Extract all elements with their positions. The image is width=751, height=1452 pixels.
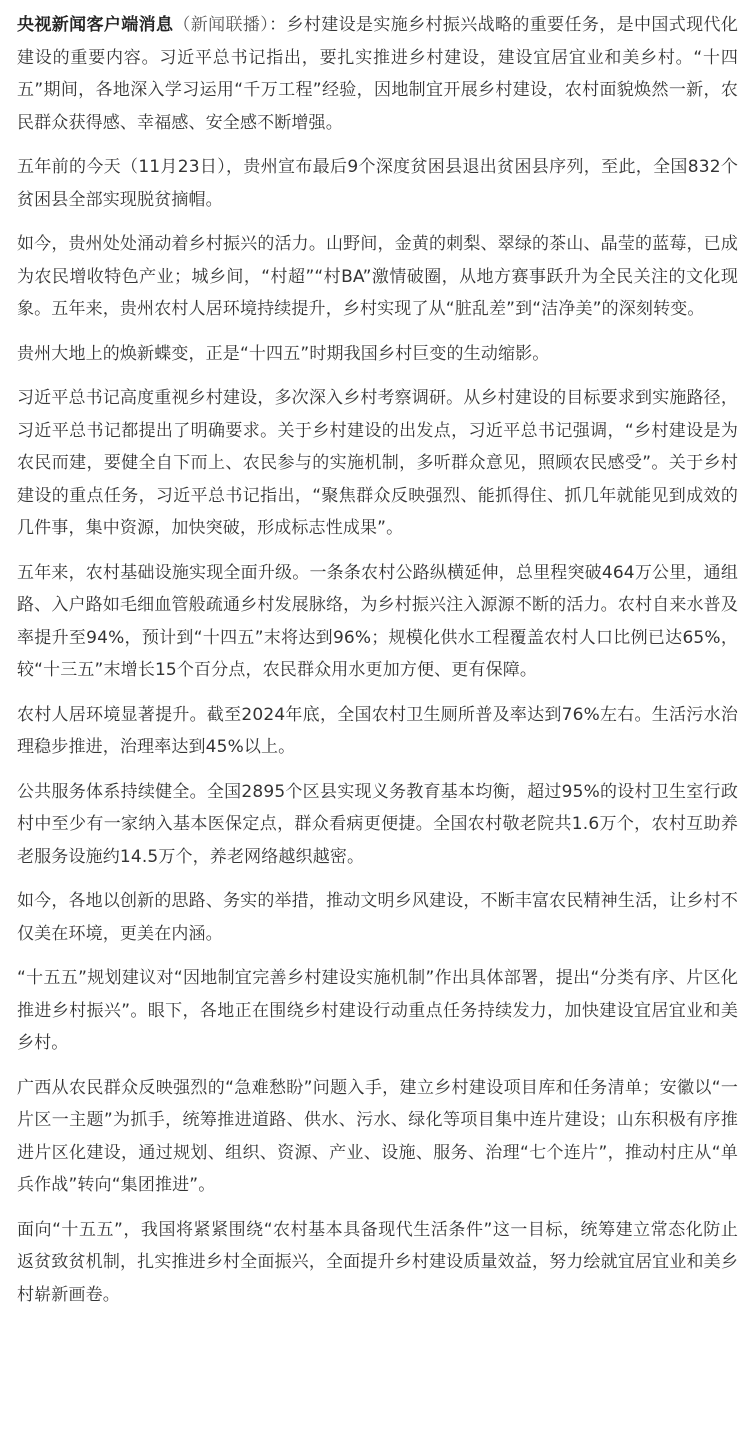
paragraph: 广西从农民群众反映强烈的“急难愁盼”问题入手，建立乡村建设项目库和任务清单；安徽以“一片区一主题”为抓手，统筹推进道路、供水、污水、绿化等项目集中连片建设；山东积极有序推进片区化建设，通过规划、组织、资源、产业、设施、服务、治理“七个连片”，推动村庄从“单兵作战”转向“集团推进”。 [17, 1077, 738, 1195]
paragraph: 农村人居环境显著提升。截至2024年底，全国农村卫生厕所普及率达到76%左右。生活污水治理稳步推进，治理率达到45%以上。 [17, 704, 738, 757]
paragraph: 如今，贵州处处涌动着乡村振兴的活力。山野间，金黄的刺梨、翠绿的茶山、晶莹的蓝莓，已成为农民增收特色产业；城乡间，“村超”“村BA”激情破圈，从地方赛事跃升为全民关注的文化现象。五年来，贵州农村人居环境持续提升，乡村实现了从“脏乱差”到“洁净美”的深刻转变。 [17, 234, 738, 319]
lead-text: ：乡村建设是实施乡村振兴战略的重要任务，是中国式现代化建设的重要内容。习近平总书记指出，要扎实推进乡村建设，建设宜居宜业和美乡村。“十四五”期间，各地深入学习运用“千万工程”经验，因地制宜开展乡村建设，农村面貌焕然一新，农民群众获得感、幸福感、安全感不断增强。 [17, 15, 738, 133]
paragraph: 习近平总书记高度重视乡村建设，多次深入乡村考察调研。从乡村建设的目标要求到实施路径，习近平总书记都提出了明确要求。关于乡村建设的出发点，习近平总书记强调，“乡村建设是为农民而建，要健全自下而上、农民参与的实施机制，多听群众意见，照顾农民感受”。关于乡村建设的重点任务，习近平总书记指出，“聚焦群众反映强烈、能抓得住、抓几年就能见到成效的几件事，集中资源，加快突破，形成标志性成果”。 [17, 388, 738, 538]
news-source: 央视新闻客户端消息 [17, 15, 174, 35]
lead-paragraph [17, 9, 738, 139]
paragraph: “十五五”规划建议对“因地制宜完善乡村建设实施机制”作出具体部署，提出“分类有序、片区化推进乡村振兴”。眼下，各地正在围绕乡村建设行动重点任务持续发力，加快建设宜居宜业和美乡村。 [17, 968, 738, 1053]
paragraph: 五年前的今天（11月23日），贵州宣布最后9个深度贫困县退出贫困县序列，至此，全国832个贫困县全部实现脱贫摘帽。 [17, 157, 738, 210]
paragraph: 如今，各地以创新的思路、务实的举措，推动文明乡风建设，不断丰富农民精神生活，让乡村不仅美在环境，更美在内涵。 [17, 891, 738, 944]
news-channel: （新闻联播） [173, 15, 270, 35]
paragraph: 公共服务体系持续健全。全国2895个区县实现义务教育基本均衡，超过95%的设村卫生室行政村中至少有一家纳入基本医保定点，群众看病更便捷。全国农村敬老院共1.6万个，农村互助养老服务设施约14.5万个，养老网络越织越密。 [17, 781, 738, 867]
paragraph: 面向“十五五”，我国将紧紧围绕“农村基本具备现代生活条件”这一目标，统筹建立常态化防止返贫致贫机制，扎实推进乡村全面振兴，全面提升乡村建设质量效益，努力绘就宜居宜业和美乡村崭新画卷。 [17, 1219, 738, 1305]
paragraph: 贵州大地上的焕新蝶变，正是“十四五”时期我国乡村巨变的生动缩影。 [17, 343, 550, 364]
paragraph: 五年来，农村基础设施实现全面升级。一条条农村公路纵横延伸，总里程突破464万公里，通组路、入户路如毛细血管般疏通乡村发展脉络，为乡村振兴注入源源不断的活力。农村自来水普及率提升至94%，预计到“十四五”末将达到96%；规模化供水工程覆盖农村人口比例已达65%，较“十三五”末增长15个百分点，农民群众用水更加方便、更有保障。 [17, 562, 738, 680]
